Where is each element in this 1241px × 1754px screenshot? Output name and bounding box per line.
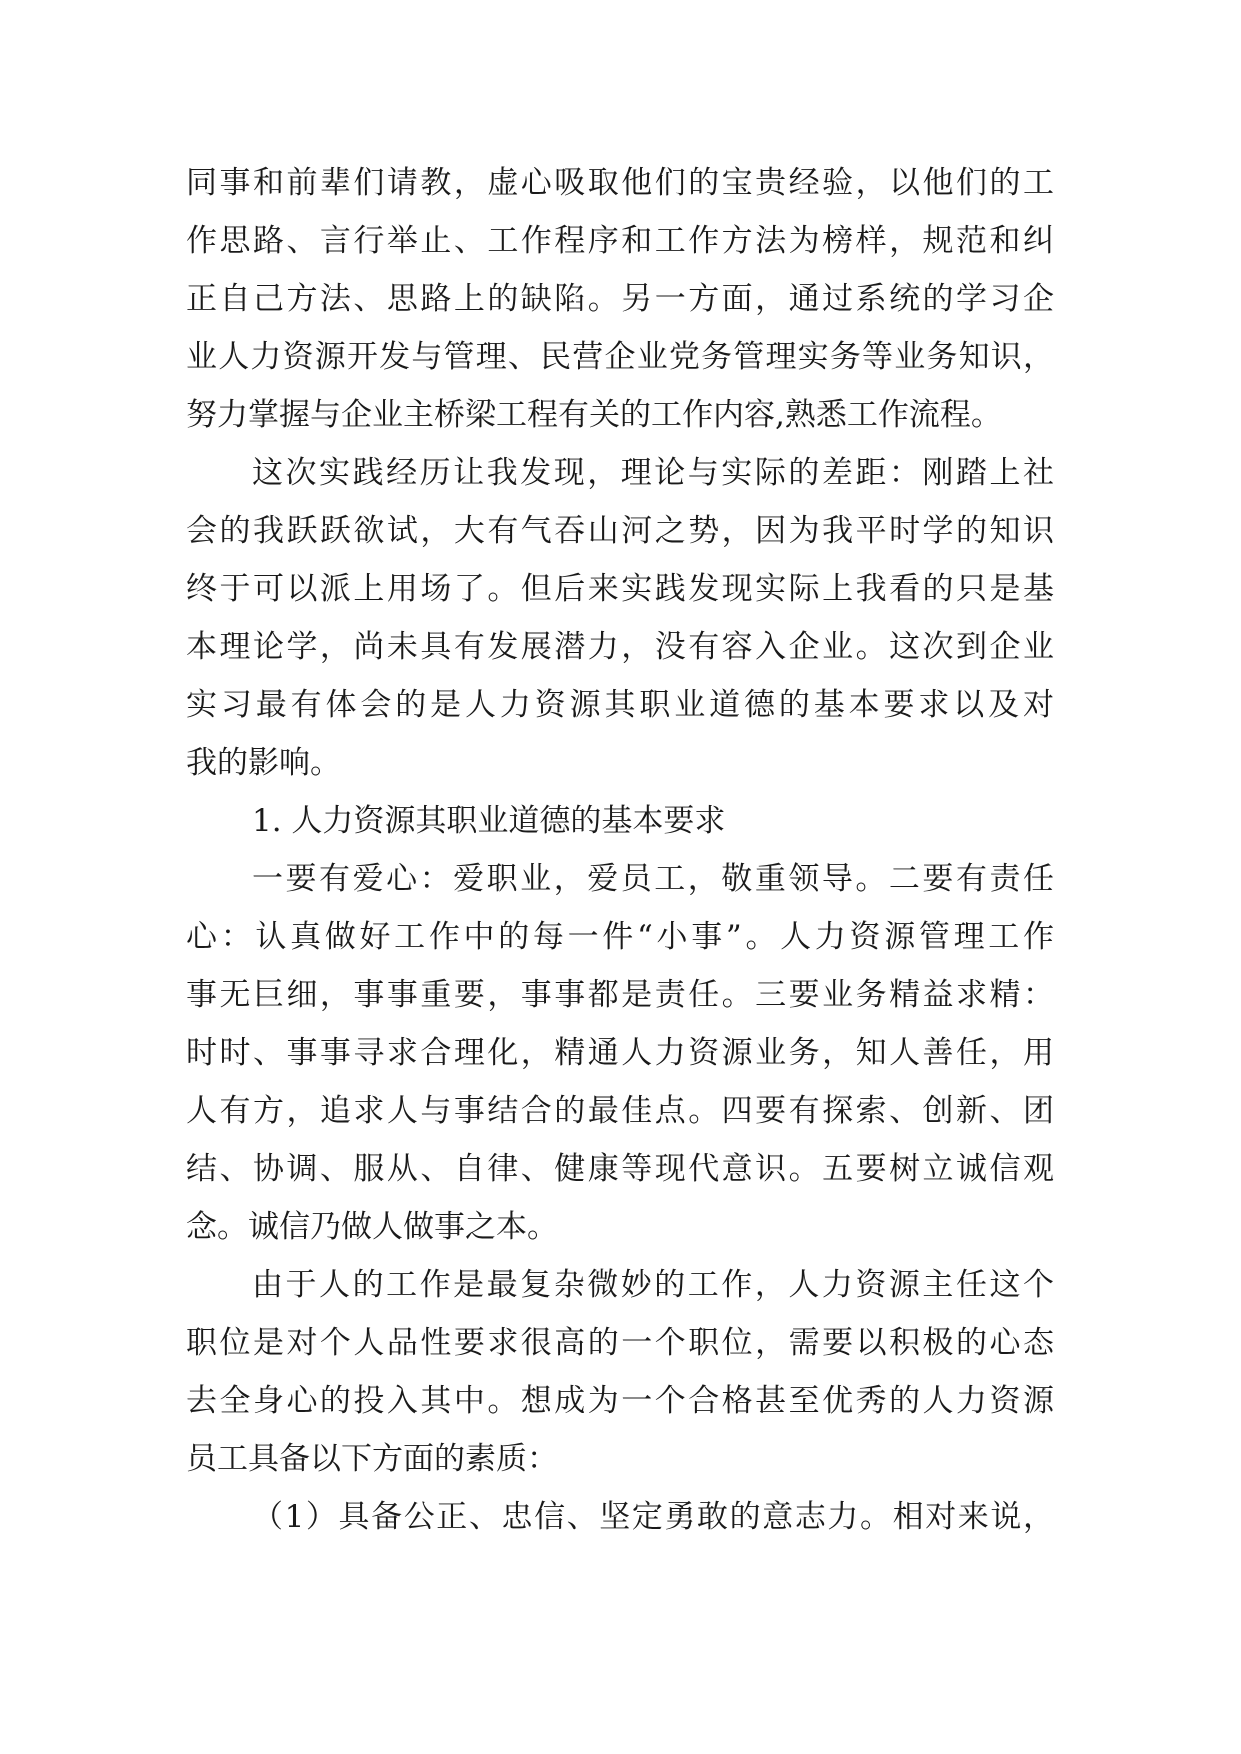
text-line: 正自己方法、思路上的缺陷。另一方面，通过系统的学习企 [186, 281, 1054, 317]
text-line: 人有方，追求人与事结合的最佳点。四要有探索、创新、团 [186, 1093, 1054, 1129]
text-line: 会的我跃跃欲试，大有气吞山河之势，因为我平时学的知识 [186, 513, 1054, 549]
text-line: 念。诚信乃做人做事之本。 [186, 1209, 558, 1245]
document-body [186, 154, 1054, 1546]
text-line: 实习最有体会的是人力资源其职业道德的基本要求以及对 [186, 687, 1054, 723]
text-line: 作思路、言行举止、工作程序和工作方法为榜样，规范和纠 [186, 223, 1054, 259]
text-line: 职位是对个人品性要求很高的一个职位，需要以积极的心态 [186, 1325, 1054, 1361]
list-item-first-line: （1）具备公正、忠信、坚定勇敢的意志力。相对来说， [252, 1499, 1054, 1535]
text-line: 我的影响。 [186, 745, 341, 781]
text-line: 事无巨细，事事重要，事事都是责任。三要业务精益求精： [186, 977, 1054, 1013]
section-heading: 1. 人力资源其职业道德的基本要求 [252, 803, 726, 839]
text-line: 时时、事事寻求合理化，精通人力资源业务，知人善任，用 [186, 1035, 1054, 1071]
text-line: 心：认真做好工作中的每一件“小事”。人力资源管理工作 [186, 919, 1054, 955]
paragraph-first-line: 一要有爱心：爱职业，爱员工，敬重领导。二要有责任 [252, 861, 1054, 897]
text-line: 去全身心的投入其中。想成为一个合格甚至优秀的人力资源 [186, 1383, 1054, 1419]
text-line: 员工具备以下方面的素质： [186, 1441, 558, 1477]
text-line: 本理论学，尚未具有发展潜力，没有容入企业。这次到企业 [186, 629, 1054, 665]
text-line: 业人力资源开发与管理、民营企业党务管理实务等业务知识， [186, 339, 1054, 375]
paragraph-first-line: 由于人的工作是最复杂微妙的工作，人力资源主任这个 [252, 1267, 1054, 1303]
text-line: 同事和前辈们请教，虚心吸取他们的宝贵经验，以他们的工 [186, 165, 1054, 201]
paragraph-first-line: 这次实践经历让我发现，理论与实际的差距：刚踏上社 [252, 455, 1054, 491]
text-line: 终于可以派上用场了。但后来实践发现实际上我看的只是基 [186, 571, 1054, 607]
text-line: 结、协调、服从、自律、健康等现代意识。五要树立诚信观 [186, 1151, 1054, 1187]
text-line: 努力掌握与企业主桥梁工程有关的工作内容,熟悉工作流程。 [186, 397, 1002, 433]
